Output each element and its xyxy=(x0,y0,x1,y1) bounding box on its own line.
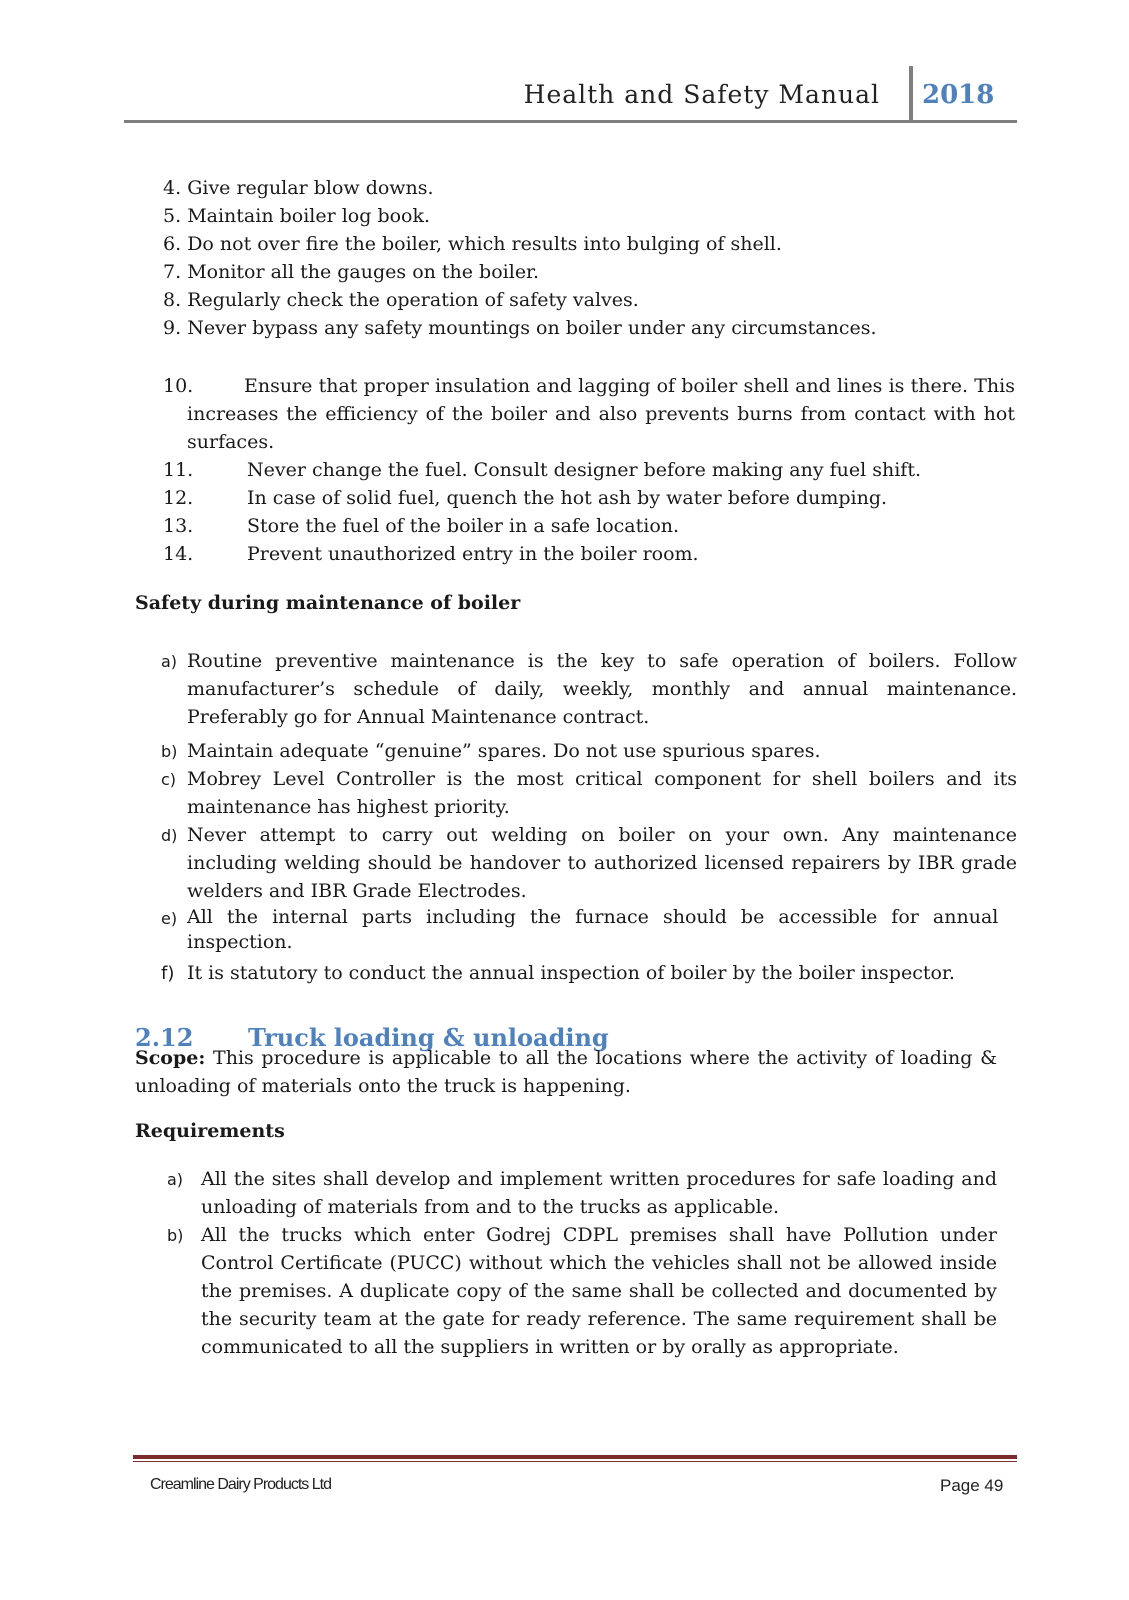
list-text: It is statutory to conduct the annual inspection of boiler by the boiler inspector. xyxy=(187,962,955,984)
list-text: Routine preventive maintenance is the key to safe operation of boilers. Follow manufacturer’s schedule of daily, weekly, monthly and annual maintenance. Preferably go for Annual Maintenance contract. xyxy=(187,650,1017,728)
section-number: 2.12 xyxy=(135,1023,194,1052)
list-item xyxy=(161,959,1017,987)
list-number: 13. xyxy=(163,515,194,537)
list-text: All the internal parts including the furnace should be accessible for annual inspection. xyxy=(187,906,999,953)
list-letter: b) xyxy=(161,742,178,761)
list-text: Mobrey Level Controller is the most critical component for shell boilers and its maintenance has highest priority. xyxy=(187,768,1017,818)
list-letter: a) xyxy=(167,1170,184,1189)
list-item xyxy=(161,647,1017,731)
list-text: Do not over fire the boiler, which results into bulging of shell. xyxy=(187,233,782,255)
list-letter: d) xyxy=(161,826,178,845)
footer-page-number: Page 49 xyxy=(940,1476,1004,1495)
list-letter: e) xyxy=(161,909,178,928)
list-item xyxy=(167,1165,997,1221)
list-number: 7. xyxy=(163,261,182,283)
list-item xyxy=(161,905,1037,955)
list-item xyxy=(161,765,1017,821)
list-text: Monitor all the gauges on the boiler. xyxy=(187,261,540,283)
footer-rule-thin xyxy=(133,1461,1017,1462)
list-item xyxy=(163,258,1023,286)
list-text: All the sites shall develop and implement written procedures for safe loading and unloading of materials from and to the trucks as applicable. xyxy=(201,1168,997,1218)
list-text: All the trucks which enter Godrej CDPL premises shall have Pollution under Control Certificate (PUCC) without which the vehicles shall not be allowed inside the premises. A duplicate copy of the same shall be collected and documented by the security team at the gate for ready reference. The same requirement shall be communicated to all the suppliers in written or by orally as appropriate. xyxy=(201,1224,997,1358)
list-item xyxy=(167,1221,997,1361)
list-item xyxy=(163,512,1015,540)
list-item xyxy=(163,174,1023,202)
scope-text: This procedure is applicable to all the locations where the activity of loading & unloading of materials onto the truck is happening. xyxy=(135,1047,997,1097)
list-number: 8. xyxy=(163,289,182,311)
list-item xyxy=(161,821,1017,905)
list-item xyxy=(163,484,1015,512)
footer-rule-thick xyxy=(133,1455,1017,1459)
list-number: 14. xyxy=(163,543,194,565)
requirements-heading: Requirements xyxy=(135,1120,285,1142)
list-text: Give regular blow downs. xyxy=(187,177,434,199)
numbered-list-top xyxy=(163,174,1023,342)
list-item xyxy=(163,314,1023,342)
list-text: Ensure that proper insulation and lagging of boiler shell and lines is there. This increases the efficiency of the boiler and also prevents burns from contact with hot surfaces. xyxy=(187,375,1015,453)
list-number: 5. xyxy=(163,205,182,227)
list-text: In case of solid fuel, quench the hot ash by water before dumping. xyxy=(247,487,888,509)
list-text: Prevent unauthorized entry in the boiler room. xyxy=(247,543,699,565)
list-item xyxy=(161,737,1017,765)
list-item xyxy=(163,202,1023,230)
list-text: Maintain boiler log book. xyxy=(187,205,431,227)
section-title: Truck loading & unloading xyxy=(248,1023,609,1052)
list-item xyxy=(163,230,1023,258)
list-item xyxy=(163,540,1015,568)
header-rule xyxy=(124,120,1017,123)
list-text: Regularly check the operation of safety valves. xyxy=(187,289,639,311)
maintenance-list xyxy=(161,647,1017,987)
list-text: Maintain adequate “genuine” spares. Do not use spurious spares. xyxy=(187,740,821,762)
list-number: 12. xyxy=(163,487,194,509)
list-letter: c) xyxy=(161,770,177,789)
scope-paragraph xyxy=(135,1044,997,1100)
list-letter: b) xyxy=(167,1226,184,1245)
list-number: 4. xyxy=(163,177,182,199)
header-divider xyxy=(909,66,913,123)
list-number: 11. xyxy=(163,459,194,481)
list-text: Store the fuel of the boiler in a safe location. xyxy=(247,515,680,537)
header-title: Health and Safety Manual xyxy=(523,80,880,109)
list-letter: a) xyxy=(161,652,178,671)
list-text: Never bypass any safety mountings on boiler under any circumstances. xyxy=(187,317,877,339)
list-text: Never attempt to carry out welding on boiler on your own. Any maintenance including welding should be handover to authorized licensed repairers by IBR grade welders and IBR Grade Electrodes. xyxy=(187,824,1017,902)
list-text: Never change the fuel. Consult designer before making any fuel shift. xyxy=(247,459,921,481)
requirements-list xyxy=(167,1165,997,1361)
scope-label: Scope: xyxy=(135,1047,206,1069)
list-item xyxy=(163,286,1023,314)
list-number: 9. xyxy=(163,317,182,339)
list-item xyxy=(163,456,1015,484)
list-item xyxy=(163,372,1015,456)
header-year: 2018 xyxy=(922,80,995,110)
numbered-list-bottom xyxy=(163,372,1015,568)
maintenance-heading: Safety during maintenance of boiler xyxy=(135,592,521,614)
footer-company: Creamline Dairy Products Ltd xyxy=(150,1476,331,1493)
list-number: 10. xyxy=(163,375,194,397)
list-number: 6. xyxy=(163,233,182,255)
list-letter: f) xyxy=(161,963,175,984)
